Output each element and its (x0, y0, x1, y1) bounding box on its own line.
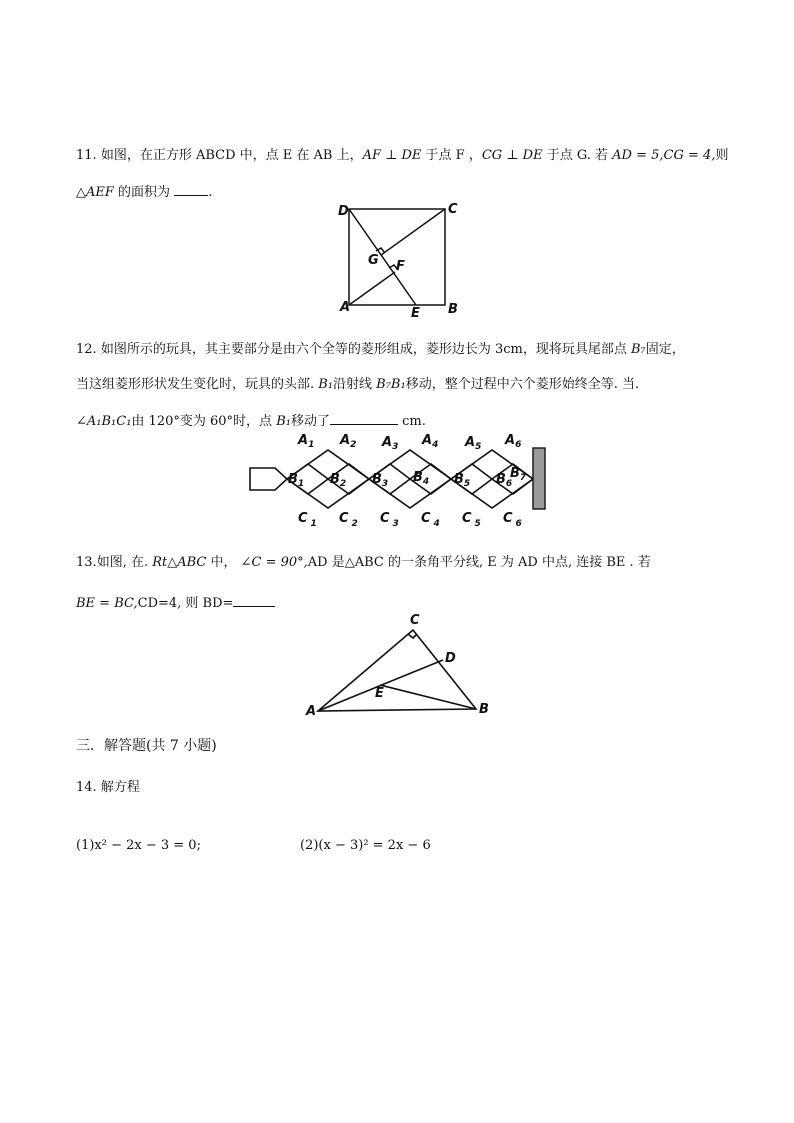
q12-math-b1: B₁ (318, 377, 334, 392)
label-a: A (306, 704, 317, 719)
label-c2: C $_2$ (339, 511, 358, 529)
label-b: B (448, 302, 458, 317)
label-c: C (448, 202, 458, 217)
label-b: B (479, 702, 489, 717)
label-c6: C $_6$ (503, 511, 522, 529)
q14-part1: (1)x² − 2x − 3 = 0; (76, 838, 201, 853)
q11-text-1: 如图，在正方形 ABCD 中，点 E 在 AB 上， (100, 148, 363, 163)
q13-number: 13. (76, 555, 97, 570)
q12-math-b7: B₇ (630, 342, 646, 357)
label-c1: C $_1$ (298, 511, 317, 529)
q12-text-2a: 当这组菱形形状发生变化时，玩具的头部. (76, 377, 319, 392)
q11-text-3: 于点 G. 若 (542, 148, 613, 163)
q12-text-1b: 固定， (645, 342, 685, 357)
q11-text-6: . (208, 185, 213, 200)
q11-math-1: AF ⊥ DE (362, 148, 422, 163)
q14-part2: (2)(x − 3)² = 2x − 6 (300, 838, 431, 853)
q13-text-1: 如图, 在. (96, 555, 153, 570)
label-a1: $A_1$ (298, 433, 315, 450)
label-b1: $B_1$ (288, 472, 305, 489)
label-a5: $A_5$ (465, 435, 482, 452)
q12-text-1: 如图所示的玩具，其主要部分是由六个全等的菱形组成，菱形边长为 3cm，现将玩具尾部点 (100, 342, 631, 357)
q12-math-angle: ∠A₁B₁C₁ (76, 414, 132, 429)
q11-math-3: AD = 5,CG = 4, (612, 148, 716, 163)
q12-math-b7b1: B₇B₁ (376, 377, 406, 392)
right-angle-c (408, 634, 417, 638)
label-c4: C $_4$ (421, 511, 440, 529)
q12-text-3c: cm. (397, 414, 426, 429)
q11-number: 11. (76, 148, 97, 163)
q11-text-2: 于点 F ， (421, 148, 482, 163)
q13-text-3: AD 是△ABC 的一条角平分线, E 为 AD 中点, 连接 BE . 若 (307, 555, 651, 570)
q11-math-2: CG ⊥ DE (481, 148, 543, 163)
label-a: A (340, 300, 351, 315)
label-a2: $A_2$ (340, 433, 357, 450)
q12-text-3b: 移动了 (290, 414, 330, 429)
q12-text-3a: 由 120°变为 60°时，点 (131, 414, 277, 429)
q11-math-4: △AEF (76, 185, 114, 200)
q13-math-3: BE = BC, (76, 596, 138, 611)
label-e: E (375, 686, 384, 701)
q12-math-b1b: B₁ (276, 414, 291, 429)
label-e: E (411, 306, 420, 321)
q12-text-2b: 沿射线 (333, 377, 377, 392)
label-b3: $B_3$ (372, 472, 389, 489)
label-b2: $B_2$ (330, 472, 347, 489)
label-g: G (368, 253, 379, 268)
label-b5: $B_5$ (454, 472, 471, 489)
label-a4: $A_4$ (422, 433, 439, 450)
label-b7: $B_7$ (510, 466, 527, 483)
q13-math-1: Rt△ABC (152, 555, 207, 570)
label-d: D (338, 204, 349, 219)
section-3-heading: 三．解答题(共 7 小题) (76, 738, 217, 754)
label-c3: C $_3$ (380, 511, 399, 529)
q14-title: 解方程 (100, 780, 140, 795)
q13-text-4: CD=4, 则 BD= (137, 596, 234, 611)
label-f: F (396, 259, 405, 274)
q14-number: 14. (76, 780, 97, 795)
q14-line1 (76, 780, 140, 796)
q12-number: 12. (76, 342, 97, 357)
label-c5: C $_5$ (462, 511, 481, 529)
q12-text-2c: 移动，整个过程中六个菱形始终全等. 当. (405, 377, 640, 392)
segment-eb (380, 685, 476, 709)
label-c: C (410, 613, 420, 628)
q11-text-4: 则 (715, 148, 729, 163)
q11-text-5: 的面积为 (113, 185, 175, 200)
q13-text-2: 中， (206, 555, 241, 570)
label-b4: $B_4$ (413, 470, 430, 487)
label-a3: $A_3$ (382, 435, 399, 452)
q13-math-2: ∠C = 90°, (240, 555, 308, 570)
triangle-abc (318, 630, 476, 711)
label-b6: $B_6$ (496, 472, 513, 489)
label-d: D (445, 651, 456, 666)
label-a6: $A_6$ (505, 433, 522, 450)
